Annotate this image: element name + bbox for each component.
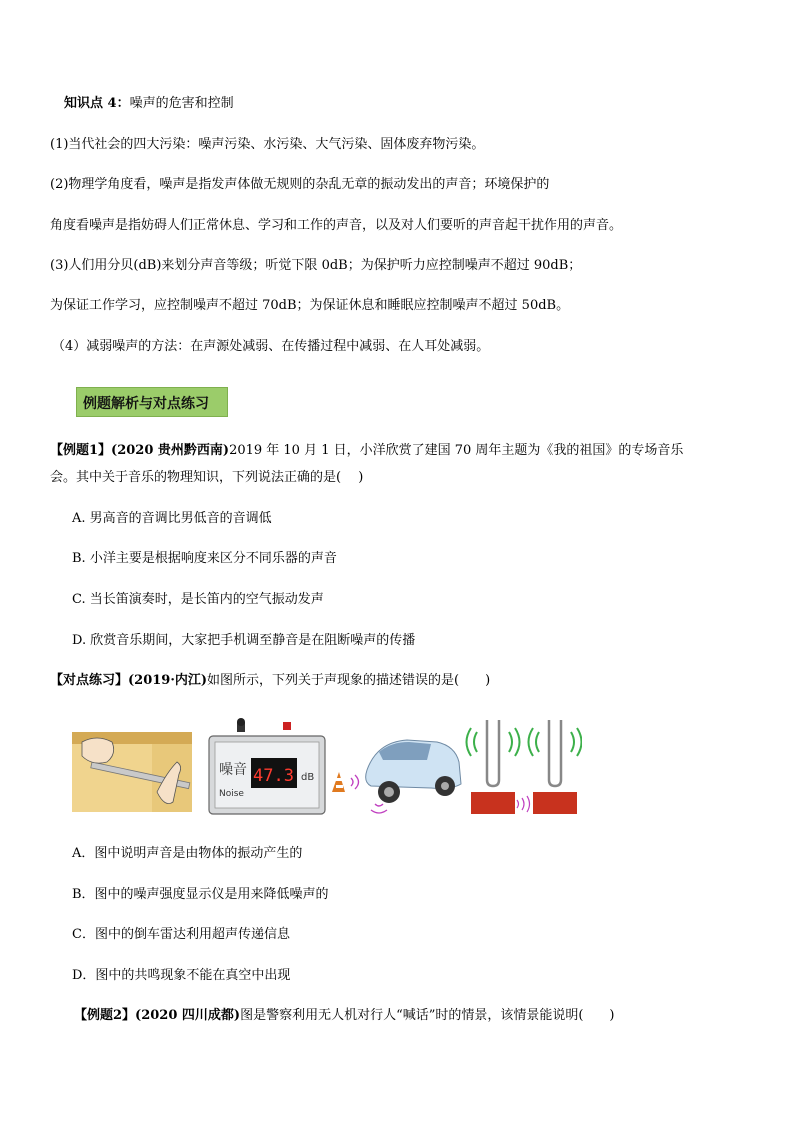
knowledge-paragraph-4: （4）减弱噪声的方法：在声源处减弱、在传播过程中减弱、在人耳处减弱。 (52, 339, 490, 354)
example1-question-a (50, 442, 683, 460)
knowledge-title-label: 知识点 4： (64, 96, 130, 111)
meter-unit: dB (301, 772, 315, 783)
meter-value: 47.3 (253, 766, 294, 786)
knowledge-paragraph-1: (1)当代社会的四大污染：噪声污染、水污染、大气污染、固体废弃物污染。 (50, 137, 485, 152)
example1-option-c: C. 当长笛演奏时，是长笛内的空气振动发声 (72, 592, 324, 607)
meter-label-bottom: Noise (219, 789, 244, 799)
example1-text-a: 2019 年 10 月 1 日，小洋欣赏了建国 70 周年主题为《我的祖国》的专场音乐 (229, 443, 684, 458)
practice1-option-c: C．图中的倒车雷达利用超声传递信息 (72, 927, 290, 942)
knowledge-paragraph-3a: (3)人们用分贝(dB)来划分声音等级；听觉下限 0dB；为保护听力应控制噪声不超过 90dB； (50, 258, 582, 273)
knowledge-title (64, 95, 234, 113)
practice1-option-b: B．图中的噪声强度显示仪是用来降低噪声的 (72, 887, 329, 902)
example1-option-a: A. 男高音的音调比男低音的音调低 (72, 511, 272, 526)
meter-label-top: 噪音 (219, 762, 247, 778)
example1-option-b: B. 小洋主要是根据响度来区分不同乐器的声音 (72, 551, 337, 566)
knowledge-title-text: 噪声的危害和控制 (129, 96, 234, 111)
practice1-label: 【对点练习】(2019·内江) (50, 673, 208, 688)
example1-label: 【例题1】(2020 贵州黔西南) (50, 443, 230, 458)
practice1-question (50, 672, 490, 690)
practice1-option-d: D．图中的共鸣现象不能在真空中出现 (72, 968, 291, 983)
tuning-fork-resonance-figure (457, 712, 582, 822)
example2-text: 图是警察利用无人机对行人“喊话”时的情景，该情景能说明( ) (240, 1008, 615, 1023)
practice1-option-a: A．图中说明声音是由物体的振动产生的 (72, 846, 303, 861)
example1-question-b: 会。其中关于音乐的物理知识，下列说法正确的是( ) (50, 470, 364, 485)
knowledge-paragraph-2a: (2)物理学角度看，噪声是指发声体做无规则的杂乱无章的振动发出的声音；环境保护的 (50, 177, 550, 192)
noise-meter-figure (207, 718, 327, 818)
knowledge-paragraph-3b: 为保证工作学习，应控制噪声不超过 70dB；为保证休息和睡眠应控制噪声不超过 50dB。 (50, 298, 570, 313)
example2-label: 【例题2】(2020 四川成都) (74, 1008, 241, 1023)
practice1-figure-row (72, 712, 582, 822)
section-heading (76, 387, 228, 417)
example2-question (74, 1007, 615, 1025)
practice1-text: 如图所示，下列关于声现象的描述错误的是( ) (207, 673, 491, 688)
knowledge-paragraph-2b: 角度看噪声是指妨碍人们正常休息、学习和工作的声音，以及对人们要听的声音起干扰作用的声音。 (50, 218, 623, 233)
reversing-radar-figure (327, 712, 467, 822)
example1-option-d: D. 欣赏音乐期间，大家把手机调至静音是在阻断噪声的传播 (72, 633, 416, 648)
section-heading-text: 例题解析与对点练习 (83, 396, 209, 412)
ruler-vibration-figure (72, 712, 192, 822)
